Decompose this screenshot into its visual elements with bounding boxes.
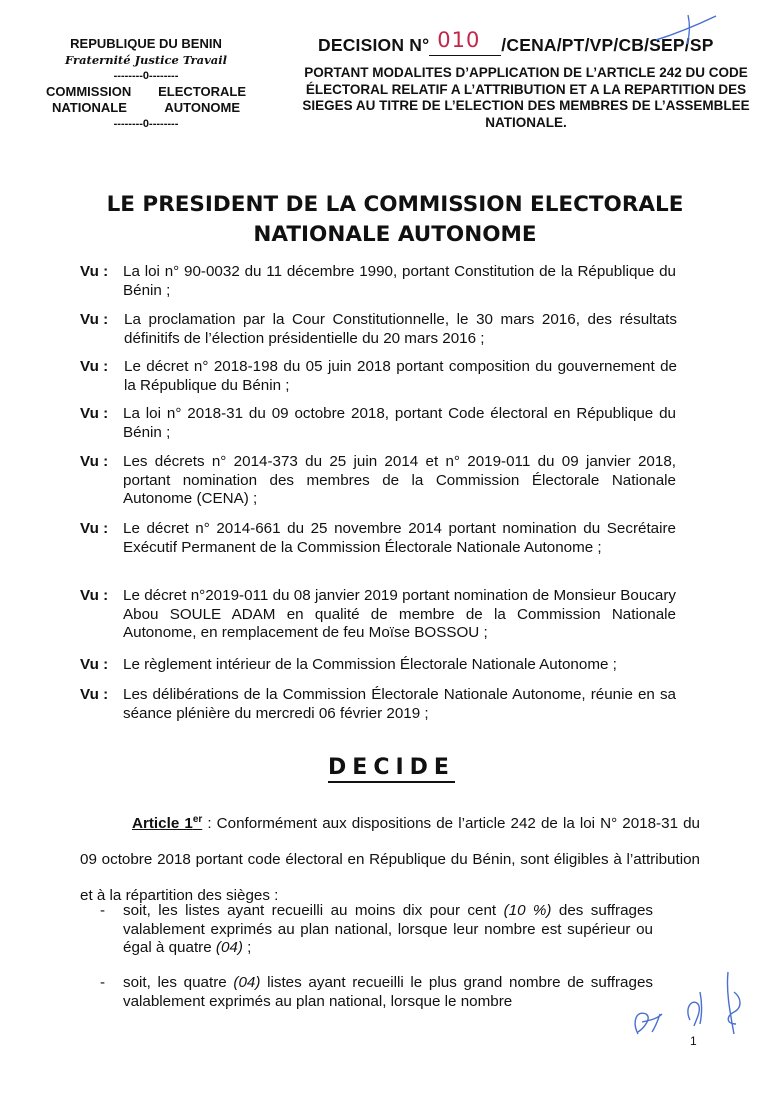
decision-prefix: DECISION N°	[318, 35, 430, 55]
visa-text: La proclamation par la Cour Constitutionnelle, le 30 mars 2016, des résultats définitifs de l’élection présidentielle du 20 mars 2016 ;	[124, 311, 677, 347]
list-item-text: soit, les quatre (04) listes ayant recueilli le plus grand nombre de suffrages valablement exprimés au plan national, lorsque le nombre	[123, 974, 653, 1010]
vu-label: Vu :	[80, 587, 109, 604]
article-1-text: : Conformément aux dispositions de l’article 242 de la loi N° 2018-31 du 09 octobre 2018 portant code électoral en République du Bénin, sont éligibles à l’attribution et à la répartition des sièges :	[80, 815, 700, 905]
list-dash: -	[100, 902, 106, 919]
org-name-line1: COMMISSION ELECTORALE	[46, 84, 246, 99]
list-item	[100, 902, 660, 962]
visa-text: Les délibérations de la Commission Électorale Nationale Autonome, réunie en sa séance plénière du mercredi 06 février 2019 ;	[123, 686, 676, 722]
visa-text: La loi n° 90-0032 du 11 décembre 1990, portant Constitution de la République du Bénin ;	[123, 263, 676, 299]
decide-heading: DECIDE	[0, 755, 783, 780]
visa-text: Les décrets n° 2014-373 du 25 juin 2014 et n° 2019-011 du 09 janvier 2018, portant nomination des membres de la Commission Électorale Nationale Autonome (CENA) ;	[123, 453, 676, 507]
org-name-line2: NATIONALE AUTONOME	[52, 100, 240, 115]
decision-subject: PORTANT MODALITES D’APPLICATION DE L’ARTICLE 242 DU CODE ÉLECTORAL RELATIF A L’ATTRIBUTION ET A LA REPARTITION DES SIEGES AU TITRE DE L’ELECTION DES MEMBRES DE L’ASSEMBLEE NATIONALE.	[302, 65, 750, 130]
vu-label: Vu :	[80, 263, 109, 280]
header-separator-bottom: --------0--------	[113, 118, 179, 130]
decision-number-field	[429, 28, 501, 55]
national-motto: Fraternité Justice Travail	[65, 53, 227, 67]
decision-suffix: /CENA/PT/VP/CB/SEP/SP	[501, 35, 714, 55]
article-1	[80, 802, 700, 914]
vu-label: Vu :	[80, 358, 109, 375]
page-number: 1	[690, 1034, 697, 1048]
pen-stroke-mark	[650, 10, 720, 50]
list-item	[100, 974, 660, 1014]
country-name: REPUBLIQUE DU BENIN	[70, 36, 222, 51]
vu-label: Vu :	[80, 656, 109, 673]
vu-label: Vu :	[80, 686, 109, 703]
decision-number: 010	[437, 28, 481, 52]
header-separator: --------0--------	[113, 70, 179, 82]
vu-label: Vu :	[80, 453, 109, 470]
article-1-label: Article 1er	[132, 814, 203, 833]
president-heading: LE PRESIDENT DE LA COMMISSION ELECTORALE NATIONALE AUTONOME	[106, 192, 684, 247]
visa-text: La loi n° 2018-31 du 09 octobre 2018, portant Code électoral en République du Bénin ;	[123, 405, 676, 441]
vu-label: Vu :	[80, 311, 109, 328]
visa-text: Le décret n° 2018-198 du 05 juin 2018 portant composition du gouvernement de la République du Bénin ;	[124, 358, 677, 394]
visa-text: Le décret n° 2014-661 du 25 novembre 2014 portant nomination du Secrétaire Exécutif Permanent de la Commission Électorale Nationale Autonome ;	[123, 520, 676, 556]
visa-text: Le décret n°2019-011 du 08 janvier 2019 portant nomination de Monsieur Boucary Abou SOULE ADAM en qualité de membre de la Commission Nationale Autonome, en remplacement de feu Moïse BOSSOU ;	[123, 587, 676, 641]
visa-text: Le règlement intérieur de la Commission Électorale Nationale Autonome ;	[123, 656, 617, 673]
vu-label: Vu :	[80, 405, 109, 422]
header-left-block	[40, 36, 252, 132]
list-item-text: soit, les listes ayant recueilli au moins dix pour cent (10 %) des suffrages valablement exprimés au plan national, lorsque leur nombre est supérieur ou égal à quatre (04) ;	[123, 902, 654, 956]
list-dash: -	[100, 974, 106, 991]
vu-label: Vu :	[80, 520, 109, 537]
